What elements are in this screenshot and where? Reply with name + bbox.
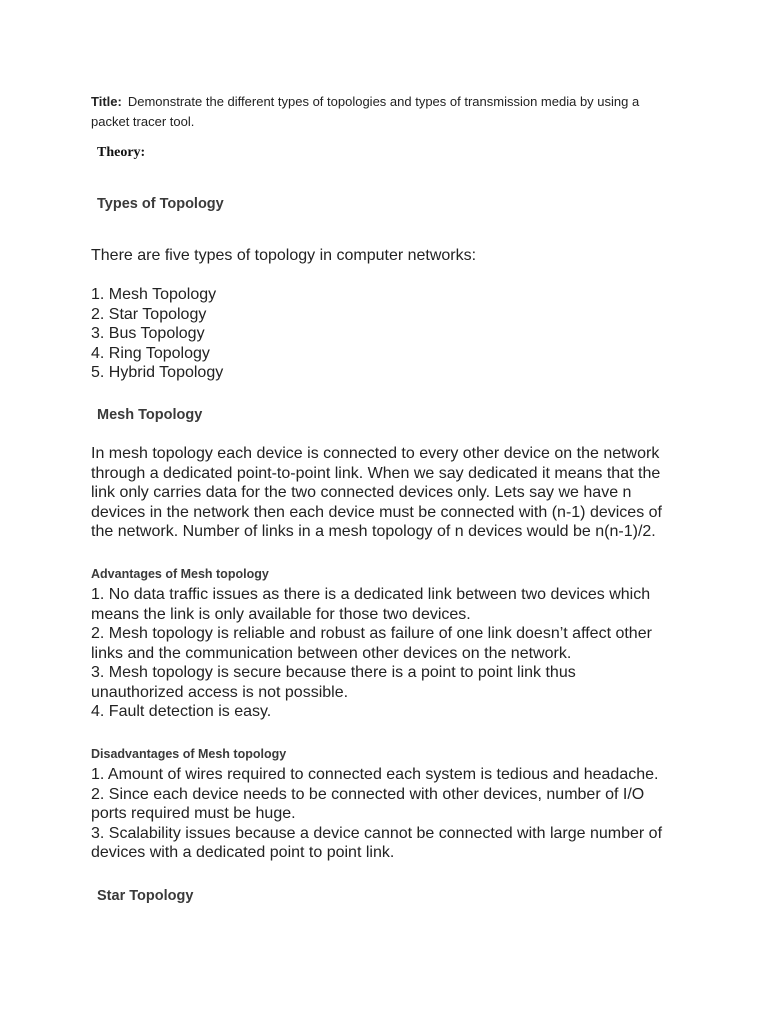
list-item: 4. Fault detection is easy. <box>91 703 272 720</box>
mesh-topology-heading: Mesh Topology <box>97 407 203 423</box>
list-item: 3. Scalability issues because a device cannot be connected with large number of <box>91 824 663 842</box>
list-item: 3. Mesh topology is secure because there is a point to point link thus <box>91 664 576 681</box>
list-item: 2. Star Topology <box>91 305 207 323</box>
paragraph-line: through a dedicated point-to-point link. When we say dedicated it means that the <box>91 464 661 482</box>
paragraph-line: link only carries data for the two connected devices only. Lets say we have n <box>91 484 632 501</box>
types-of-topology-heading: Types of Topology <box>97 196 224 212</box>
title-text-line-1: Demonstrate the different types of topologies and types of transmission media by using a <box>127 94 640 109</box>
list-item: 2. Since each device needs to be connected with other devices, number of I/O <box>91 785 645 803</box>
list-item: ports required must be huge. <box>91 805 296 822</box>
list-item: unauthorized access is not possible. <box>91 683 349 701</box>
list-item: 4. Ring Topology <box>91 344 210 362</box>
list-item: means the link is only available for those two devices. <box>91 605 471 623</box>
list-item: 1. No data traffic issues as there is a dedicated link between two devices which <box>91 586 651 603</box>
topology-list <box>91 285 691 383</box>
intro-paragraph: There are five types of topology in computer networks: <box>91 247 477 264</box>
paragraph-line: the network. Number of links in a mesh topology of n devices would be n(n-1)/2. <box>91 523 656 540</box>
disadvantages-heading: Disadvantages of Mesh topology <box>91 747 287 761</box>
list-item: 2. Mesh topology is reliable and robust as failure of one link doesn’t affect other <box>91 625 652 642</box>
advantages-heading: Advantages of Mesh topology <box>91 567 269 581</box>
star-topology-heading: Star Topology <box>97 888 194 904</box>
paragraph-line: devices in the network then each device must be connected with (n-1) devices of <box>91 503 662 521</box>
disadvantages-list <box>91 765 691 863</box>
title-label: Title: <box>91 94 122 109</box>
list-item: 1. Mesh Topology <box>91 286 217 303</box>
list-item: 3. Bus Topology <box>91 325 205 342</box>
mesh-paragraph <box>91 444 691 542</box>
theory-heading: Theory: <box>97 145 146 160</box>
paragraph-line: In mesh topology each device is connected to every other device on the network <box>91 445 660 462</box>
list-item: 1. Amount of wires required to connected each system is tedious and headache. <box>91 766 659 783</box>
list-item: 5. Hybrid Topology <box>91 364 224 381</box>
title-text-line-2: packet tracer tool. <box>91 114 195 129</box>
title-block <box>91 92 691 132</box>
advantages-list <box>91 585 691 722</box>
list-item: links and the communication between other devices on the network. <box>91 644 572 662</box>
list-item: devices with a dedicated point to point link. <box>91 844 395 861</box>
